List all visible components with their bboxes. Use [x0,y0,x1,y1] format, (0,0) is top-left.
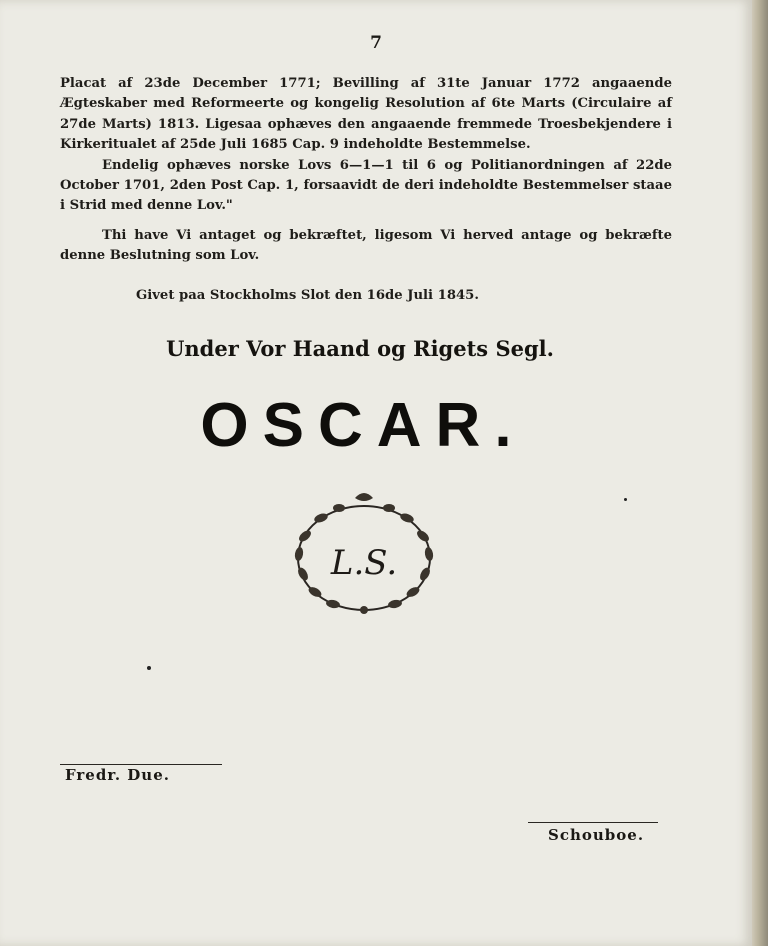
king-signature: OSCAR. [200,391,526,460]
signature-rule [528,822,658,823]
ink-speck [147,666,151,670]
signatory-left: Fredr. Due. [65,766,170,784]
page-edge [752,0,768,946]
signatory-right: Schouboe. [548,826,645,844]
body-text [60,74,672,267]
ink-speck [624,498,627,501]
page-number: 7 [370,33,382,53]
seal-statement: Under Vor Haand og Rigets Segl. [166,336,554,361]
seal-initials: L.S. [330,543,398,583]
signature-rule [60,764,222,765]
paragraph: Thi have Vi antaget og bekræftet, ligesom Vi herved antage og bekræfte denne Beslutning som Lov. [60,227,672,264]
paragraph: Placat af 23de December 1771; Bevilling af 31te Januar 1772 angaaende Ægteskaber med Reformeerte og kongelig Resolution af 6te Marts (Circulaire af 27de Marts) 1813. Ligesaa ophæves den angaaende fremmede Troesbekjendere i Kirkeritualet af 25de Juli 1685 Cap. 9 indeholdte Bestemmelse. [60,76,672,153]
date-line: Givet paa Stockholms Slot den 16de Juli 1845. [136,288,479,303]
seal-wreath-icon [285,488,443,620]
paragraph: Endelig ophæves norske Lovs 6—1—1 til 6 og Politianordningen af 22de October 1701, 2den Post Cap. 1, forsaavidt de deri indeholdte Bestemmelser staae i Strid med denne Lov." [60,157,672,214]
